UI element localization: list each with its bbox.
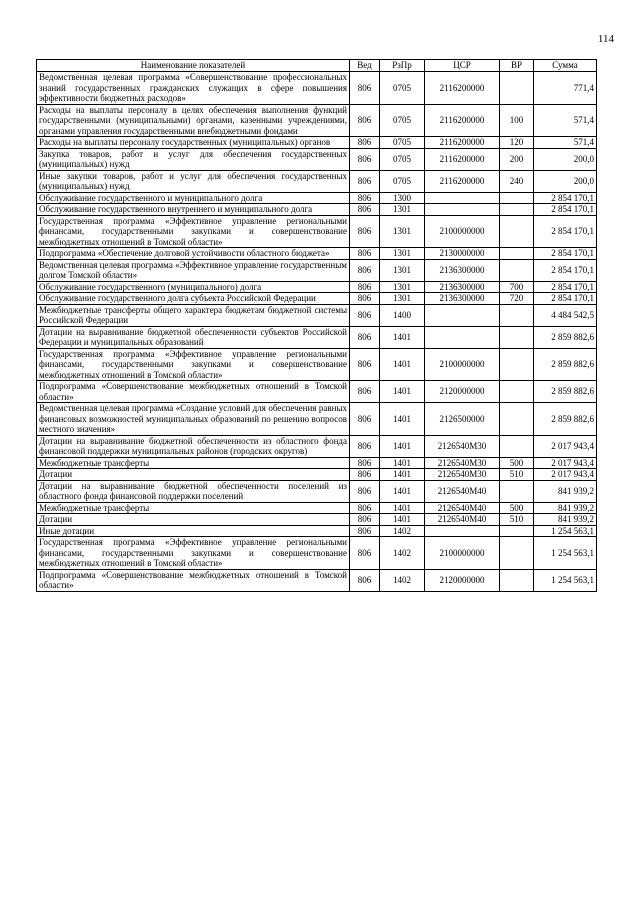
cell-vr: 200 [500, 148, 534, 170]
cell-rzpr: 1301 [380, 293, 425, 305]
table-row [37, 326, 597, 348]
cell-ved: 806 [350, 435, 380, 457]
cell-sum: 771,4 [534, 72, 597, 105]
table-row [37, 435, 597, 457]
cell-rzpr: 1401 [380, 348, 425, 381]
header-vr: ВР [500, 60, 534, 72]
table-row [37, 480, 597, 502]
cell-ved: 806 [350, 104, 380, 137]
cell-vr [500, 192, 534, 204]
cell-ved: 806 [350, 537, 380, 570]
cell-ved: 806 [350, 480, 380, 502]
cell-sum: 1 254 563,1 [534, 525, 597, 537]
cell-rzpr: 1402 [380, 537, 425, 570]
cell-vr: 500 [500, 457, 534, 469]
cell-ved: 806 [350, 304, 380, 326]
table-row [37, 148, 597, 170]
cell-name: Подпрограмма «Совершенствование межбюджетных отношений в Томской области» [37, 381, 350, 403]
cell-name: Межбюджетные трансферты [37, 457, 350, 469]
table-row [37, 215, 597, 248]
cell-csr: 2116200000 [425, 72, 500, 105]
cell-vr [500, 72, 534, 105]
table-row [37, 381, 597, 403]
cell-rzpr: 1301 [380, 281, 425, 293]
cell-sum: 2 854 170,1 [534, 293, 597, 305]
cell-sum: 2 854 170,1 [534, 192, 597, 204]
cell-ved: 806 [350, 248, 380, 260]
cell-ved: 806 [350, 72, 380, 105]
cell-rzpr: 1401 [380, 435, 425, 457]
cell-sum: 200,0 [534, 170, 597, 192]
cell-name: Иные дотации [37, 525, 350, 537]
cell-csr: 2116200000 [425, 148, 500, 170]
cell-name: Обслуживание государственного (муниципального) долга [37, 281, 350, 293]
table-row [37, 514, 597, 526]
cell-sum: 841 939,2 [534, 514, 597, 526]
table-row [37, 72, 597, 105]
cell-sum: 4 484 542,5 [534, 304, 597, 326]
cell-name: Ведомственная целевая программа «Эффективное управление государственным долгом Томской области» [37, 259, 350, 281]
cell-vr [500, 248, 534, 260]
cell-vr: 510 [500, 514, 534, 526]
cell-name: Государственная программа «Эффективное управление региональными финансами, государственными закупками и совершенствование межбюджетных отношений в Томской области» [37, 215, 350, 248]
cell-ved: 806 [350, 457, 380, 469]
cell-csr: 2116200000 [425, 170, 500, 192]
header-name: Наименование показателей [37, 60, 350, 72]
cell-name: Расходы на выплаты персоналу государственных (муниципальных) органов [37, 137, 350, 149]
cell-csr [425, 204, 500, 216]
cell-name: Межбюджетные трансферты [37, 502, 350, 514]
cell-ved: 806 [350, 259, 380, 281]
cell-ved: 806 [350, 403, 380, 436]
cell-vr: 100 [500, 104, 534, 137]
cell-csr: 2120000000 [425, 569, 500, 591]
cell-name: Дотации на выравнивание бюджетной обеспеченности поселений из областного фонда финансовой поддержки поселений [37, 480, 350, 502]
cell-csr: 2136300000 [425, 259, 500, 281]
cell-rzpr: 0705 [380, 170, 425, 192]
header-rzpr: РзПр [380, 60, 425, 72]
table-row [37, 525, 597, 537]
cell-sum: 2 854 170,1 [534, 204, 597, 216]
cell-vr [500, 403, 534, 436]
cell-name: Дотации на выравнивание бюджетной обеспеченности из областного фонда финансовой поддержки муниципальных районов (городских округов) [37, 435, 350, 457]
cell-csr [425, 304, 500, 326]
cell-name: Государственная программа «Эффективное управление региональными финансами, государственными закупками и совершенствование межбюджетных отношений в Томской области» [37, 348, 350, 381]
cell-sum: 571,4 [534, 137, 597, 149]
cell-vr: 510 [500, 469, 534, 481]
cell-name: Обслуживание государственного и муниципального долга [37, 192, 350, 204]
cell-vr: 120 [500, 137, 534, 149]
cell-sum: 2 017 943,4 [534, 469, 597, 481]
cell-csr: 2126540М30 [425, 469, 500, 481]
table-row [37, 537, 597, 570]
cell-sum: 2 017 943,4 [534, 457, 597, 469]
cell-rzpr: 0705 [380, 72, 425, 105]
cell-csr: 2126540М40 [425, 480, 500, 502]
cell-rzpr: 1401 [380, 326, 425, 348]
cell-name: Государственная программа «Эффективное управление региональными финансами, государственными закупками и совершенствование межбюджетных отношений в Томской области» [37, 537, 350, 570]
cell-vr [500, 348, 534, 381]
cell-vr: 720 [500, 293, 534, 305]
table-row [37, 457, 597, 469]
cell-name: Межбюджетные трансферты общего характера бюджетам бюджетной системы Российской Федерации [37, 304, 350, 326]
cell-name: Дотации [37, 514, 350, 526]
cell-ved: 806 [350, 293, 380, 305]
table-row [37, 403, 597, 436]
cell-csr: 2120000000 [425, 381, 500, 403]
cell-ved: 806 [350, 137, 380, 149]
cell-vr [500, 304, 534, 326]
cell-sum: 2 017 943,4 [534, 435, 597, 457]
cell-ved: 806 [350, 348, 380, 381]
cell-vr [500, 480, 534, 502]
cell-sum: 2 854 170,1 [534, 259, 597, 281]
table-row [37, 259, 597, 281]
cell-csr [425, 326, 500, 348]
cell-rzpr: 1401 [380, 381, 425, 403]
cell-sum: 2 859 882,6 [534, 326, 597, 348]
cell-rzpr: 1401 [380, 514, 425, 526]
cell-csr: 2126540М40 [425, 514, 500, 526]
cell-csr: 2126540М30 [425, 457, 500, 469]
cell-vr [500, 537, 534, 570]
cell-name: Обслуживание государственного внутреннего и муниципального долга [37, 204, 350, 216]
cell-vr [500, 204, 534, 216]
cell-vr [500, 435, 534, 457]
cell-name: Подпрограмма «Обеспечение долговой устойчивости областного бюджета» [37, 248, 350, 260]
cell-vr [500, 215, 534, 248]
cell-ved: 806 [350, 326, 380, 348]
cell-rzpr: 1301 [380, 248, 425, 260]
header-sum: Сумма [534, 60, 597, 72]
cell-csr: 2126540М40 [425, 502, 500, 514]
cell-name: Подпрограмма «Совершенствование межбюджетных отношений в Томской области» [37, 569, 350, 591]
cell-sum: 2 859 882,6 [534, 403, 597, 436]
cell-name: Дотации на выравнивание бюджетной обеспеченности субъектов Российской Федерации и муниципальных образований [37, 326, 350, 348]
cell-csr: 2100000000 [425, 537, 500, 570]
cell-sum: 841 939,2 [534, 502, 597, 514]
cell-vr: 240 [500, 170, 534, 192]
cell-csr: 2116200000 [425, 104, 500, 137]
cell-rzpr: 1402 [380, 525, 425, 537]
table-row [37, 469, 597, 481]
cell-sum: 2 859 882,6 [534, 381, 597, 403]
cell-vr: 700 [500, 281, 534, 293]
cell-csr: 2100000000 [425, 215, 500, 248]
cell-csr: 2130000000 [425, 248, 500, 260]
cell-vr [500, 525, 534, 537]
cell-ved: 806 [350, 204, 380, 216]
cell-name: Иные закупки товаров, работ и услуг для обеспечения государственных (муниципальных) нужд [37, 170, 350, 192]
cell-ved: 806 [350, 569, 380, 591]
table-row [37, 569, 597, 591]
cell-csr: 2126540М30 [425, 435, 500, 457]
cell-sum: 200,0 [534, 148, 597, 170]
cell-rzpr: 0705 [380, 104, 425, 137]
cell-csr [425, 525, 500, 537]
cell-vr [500, 569, 534, 591]
cell-csr: 2116200000 [425, 137, 500, 149]
table-row [37, 137, 597, 149]
cell-ved: 806 [350, 502, 380, 514]
table-row [37, 304, 597, 326]
table-row [37, 170, 597, 192]
table-header [37, 60, 597, 72]
cell-vr [500, 326, 534, 348]
table-row [37, 348, 597, 381]
cell-rzpr: 1301 [380, 215, 425, 248]
cell-name: Ведомственная целевая программа «Совершенствование профессиональных знаний государственных гражданских служащих в сфере повышения эффективности бюджетных расходов» [37, 72, 350, 105]
header-row [37, 60, 597, 72]
table-row [37, 293, 597, 305]
cell-ved: 806 [350, 514, 380, 526]
table-row [37, 104, 597, 137]
table-row [37, 192, 597, 204]
cell-ved: 806 [350, 215, 380, 248]
cell-csr: 2100000000 [425, 348, 500, 381]
table-row [37, 281, 597, 293]
cell-name: Обслуживание государственного долга субъекта Российской Федерации [37, 293, 350, 305]
budget-table [36, 59, 597, 592]
cell-ved: 806 [350, 170, 380, 192]
cell-ved: 806 [350, 525, 380, 537]
cell-rzpr: 1301 [380, 259, 425, 281]
cell-vr: 500 [500, 502, 534, 514]
cell-name: Закупка товаров, работ и услуг для обеспечения государственных (муниципальных) нужд [37, 148, 350, 170]
page-number: 114 [597, 33, 614, 45]
cell-sum: 571,4 [534, 104, 597, 137]
table-row [37, 204, 597, 216]
cell-sum: 1 254 563,1 [534, 569, 597, 591]
cell-csr: 2126500000 [425, 403, 500, 436]
cell-rzpr: 1401 [380, 502, 425, 514]
table-row [37, 502, 597, 514]
cell-sum: 841 939,2 [534, 480, 597, 502]
cell-rzpr: 1300 [380, 192, 425, 204]
cell-rzpr: 1400 [380, 304, 425, 326]
cell-rzpr: 1401 [380, 457, 425, 469]
header-ved: Вед [350, 60, 380, 72]
cell-vr [500, 259, 534, 281]
cell-rzpr: 1301 [380, 204, 425, 216]
cell-sum: 2 859 882,6 [534, 348, 597, 381]
header-csr: ЦСР [425, 60, 500, 72]
cell-sum: 2 854 170,1 [534, 281, 597, 293]
table-row [37, 248, 597, 260]
cell-rzpr: 1401 [380, 480, 425, 502]
cell-sum: 1 254 563,1 [534, 537, 597, 570]
cell-rzpr: 0705 [380, 137, 425, 149]
cell-ved: 806 [350, 381, 380, 403]
cell-csr: 2136300000 [425, 281, 500, 293]
table-body [37, 72, 597, 592]
cell-name: Дотации [37, 469, 350, 481]
cell-name: Расходы на выплаты персоналу в целях обеспечения выполнения функций государственными (муниципальными) органами, казенными учреждениями, органами управления государственными внебюджетными фондами [37, 104, 350, 137]
cell-csr: 2136300000 [425, 293, 500, 305]
cell-name: Ведомственная целевая программа «Создание условий для обеспечения равных финансовых возможностей муниципальных образований по решению вопросов местного значения» [37, 403, 350, 436]
cell-rzpr: 1402 [380, 569, 425, 591]
cell-ved: 806 [350, 192, 380, 204]
cell-ved: 806 [350, 469, 380, 481]
cell-ved: 806 [350, 148, 380, 170]
cell-ved: 806 [350, 281, 380, 293]
cell-vr [500, 381, 534, 403]
cell-rzpr: 1401 [380, 469, 425, 481]
cell-csr [425, 192, 500, 204]
cell-rzpr: 1401 [380, 403, 425, 436]
cell-sum: 2 854 170,1 [534, 248, 597, 260]
cell-rzpr: 0705 [380, 148, 425, 170]
cell-sum: 2 854 170,1 [534, 215, 597, 248]
